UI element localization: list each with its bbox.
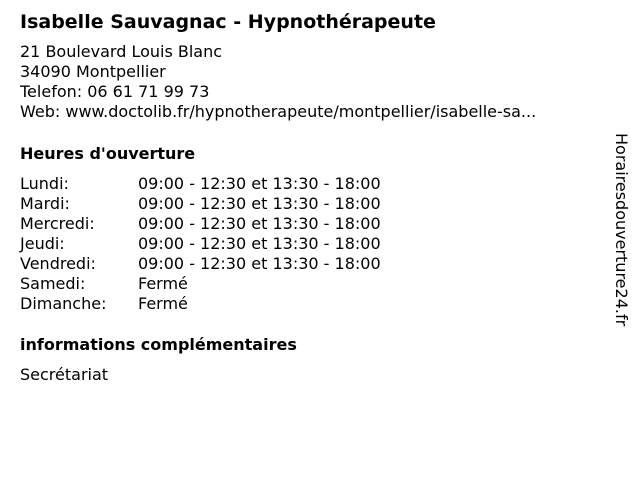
opening-hours-table [20,174,600,314]
additional-info-text: Secrétariat [20,365,109,384]
hours-time: Fermé [138,274,188,293]
hours-day: Vendredi: [20,254,96,273]
hours-row-thursday [20,234,600,254]
address-city: 34090 Montpellier [20,62,166,81]
hours-row-sunday [20,294,600,314]
opening-hours-heading: Heures d'ouverture [20,144,196,163]
site-watermark: Horairesdouverture24.fr [612,133,631,327]
hours-time: 09:00 - 12:30 et 13:30 - 18:00 [138,174,381,193]
hours-time: 09:00 - 12:30 et 13:30 - 18:00 [138,214,381,233]
hours-day: Samedi: [20,274,86,293]
hours-row-friday [20,254,600,274]
hours-row-monday [20,174,600,194]
business-card [20,10,600,385]
hours-row-wednesday [20,214,600,234]
hours-row-tuesday [20,194,600,214]
hours-time: 09:00 - 12:30 et 13:30 - 18:00 [138,194,381,213]
hours-time: Fermé [138,294,188,313]
phone-line: Telefon: 06 61 71 99 73 [20,82,210,101]
business-title: Isabelle Sauvagnac - Hypnothérapeute [20,11,436,33]
hours-day: Jeudi: [20,234,65,253]
hours-time: 09:00 - 12:30 et 13:30 - 18:00 [138,254,381,273]
web-link[interactable]: Web: www.doctolib.fr/hypnotherapeute/montpellier/isabelle-sa... [20,102,537,121]
hours-day: Mercredi: [20,214,95,233]
hours-row-saturday [20,274,600,294]
additional-info-heading: informations complémentaires [20,335,297,354]
hours-day: Lundi: [20,174,69,193]
hours-day: Dimanche: [20,294,107,313]
hours-day: Mardi: [20,194,70,213]
address-street: 21 Boulevard Louis Blanc [20,42,223,61]
hours-time: 09:00 - 12:30 et 13:30 - 18:00 [138,234,381,253]
